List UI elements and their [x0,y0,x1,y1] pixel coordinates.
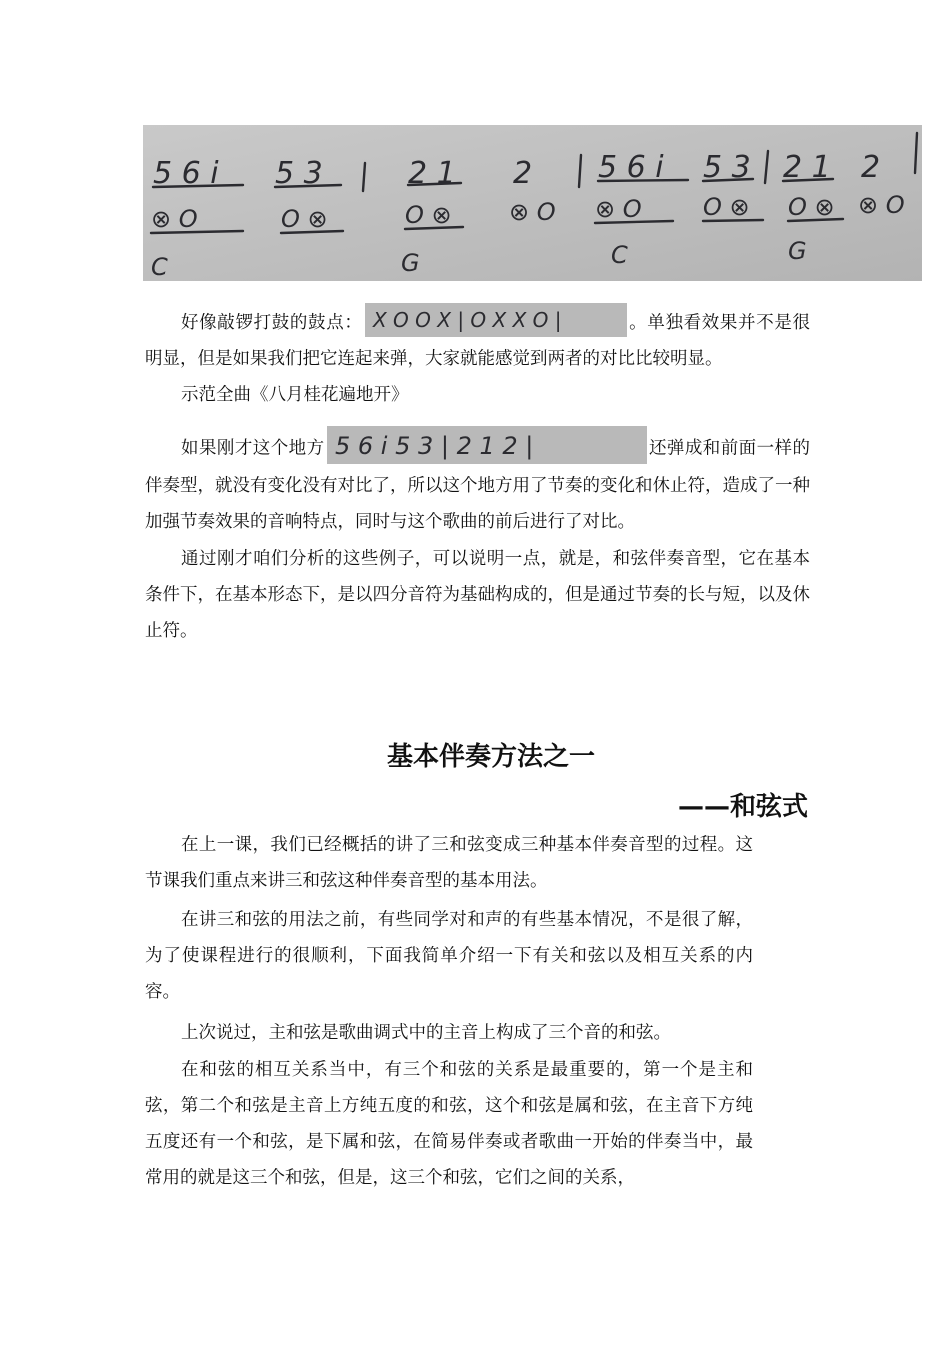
paragraph [145,1052,753,1196]
paragraph-text: 。单独看效果并不是很明显，但是如果我们把它连起来弹，大家就能感觉到两者的对比比较明显。 [145,313,810,369]
paragraph-text: 示范全曲《八月桂花遍地开》 [181,385,409,405]
paragraph-text: 在和弦的相互关系当中，有三个和弦的关系是最重要的，第一个是主和弦，第二个和弦是主音上方纯五度的和弦，这个和弦是属和弦，在主音下方纯五度还有一个和弦，是下属和弦，在简易伴奏或者歌曲一开始的伴奏当中，最常用的就是这三个和弦，但是，这三个和弦，它们之间的关系， [145,1060,753,1188]
paragraph [145,430,810,540]
melody-note: 2 [513,156,533,191]
paragraph [145,305,810,377]
section-subtitle: ——和弦式 [677,792,808,822]
paragraph [145,377,810,413]
rhythm-group: O ⊗ [788,193,835,221]
paragraph [145,902,753,1010]
melody-note: 5 6 i [598,150,664,185]
chord-label: G [401,249,420,277]
rhythm-group: ⊗ O [595,195,642,223]
rhythm-group: O ⊗ [703,193,750,221]
paragraph [145,1015,753,1051]
paragraph-text: 在讲三和弦的用法之前，有些同学对和声的有些基本情况，不是很了解，为了使课程进行的很顺利，下面我简单介绍一下有关和弦以及相互关系的内容。 [145,910,753,1002]
inline-notation-text: 5 6 i 5 3 | 2 1 2 | [334,432,533,460]
melody-note: 5 3 [275,156,323,191]
paragraph-text: 好像敲锣打鼓的鼓点： [181,313,363,333]
melody-note: 5 6 i [153,156,219,191]
paragraph-text: 通过刚才咱们分析的这些例子，可以说明一点，就是，和弦伴奏音型，它在基本条件下，在基本形态下，是以四分音符为基础构成的，但是通过节奏的长与短，以及休止符。 [145,549,810,641]
paragraph [145,827,753,899]
handwritten-score-photo [143,125,922,281]
paragraph-text: 在上一课，我们已经概括的讲了三和弦变成三种基本伴奏音型的过程。这节课我们重点来讲三和弦这种伴奏音型的基本用法。 [145,835,753,891]
melody-note: 5 3 [703,150,751,185]
rhythm-group: ⊗ O [509,198,556,226]
chord-label: C [611,241,628,269]
section-title: 基本伴奏方法之一 [387,742,596,772]
paragraph-text: 上次说过，主和弦是歌曲调式中的主音上构成了三个音的和弦。 [181,1023,671,1043]
melody-note: 2 [861,150,881,185]
paragraph [145,541,810,649]
inline-notation-text: X O O X | O X X O | [372,307,561,332]
paragraph-text: 还弹成和前面一样的伴奏型，就没有变化没有对比了，所以这个地方用了节奏的变化和休止符，造成了一种加强节奏效果的音响特点，同时与这个歌曲的前后进行了对比。 [145,438,811,532]
rhythm-group: O ⊗ [405,201,452,229]
chord-label: G [788,237,807,265]
melody-note: 2 1 [783,150,831,185]
inline-melody-photo [327,426,647,464]
inline-rhythm-photo [365,303,627,337]
chord-label: C [151,253,168,281]
rhythm-group: O ⊗ [281,205,328,233]
rhythm-group: ⊗ O [151,205,198,233]
melody-note: 2 1 [408,156,456,191]
rhythm-group: ⊗ O [858,191,905,219]
paragraph-text: 如果刚才这个地方 [181,438,325,459]
